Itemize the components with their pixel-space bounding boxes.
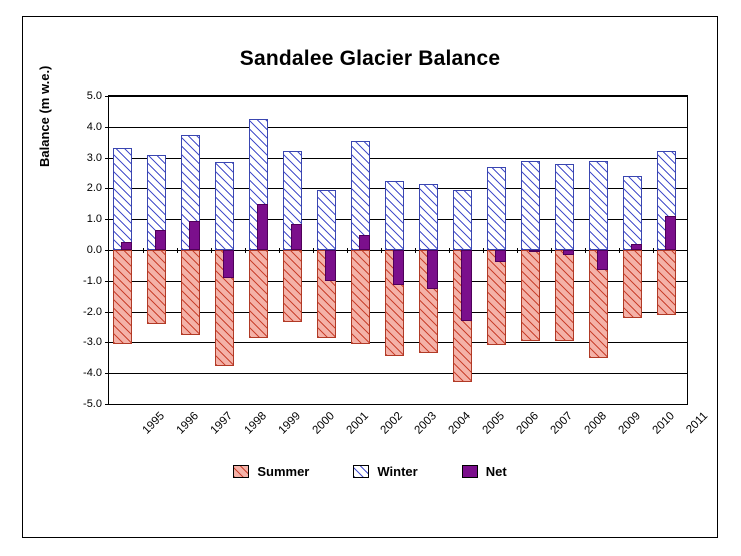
y-tick-label: 4.0 [86, 120, 102, 133]
bar-segment-net [325, 250, 336, 281]
x-tick-label: 2005 [480, 410, 508, 437]
x-tick-label: 2003 [412, 410, 440, 437]
chart-title: Sandalee Glacier Balance [239, 47, 501, 70]
bar-segment-net [393, 250, 404, 285]
x-tick-label: 2002 [378, 410, 406, 437]
bar-segment-winter [487, 167, 505, 250]
bar-segment-net [461, 250, 472, 321]
x-tick-label: 1999 [276, 410, 304, 437]
y-tick-label: 0.0 [86, 244, 102, 256]
bar-segment-winter [521, 161, 539, 250]
bar-group [415, 96, 449, 404]
bar-segment-summer [181, 250, 199, 335]
bar-segment-net [223, 250, 234, 278]
y-tick-label: 1.0 [86, 213, 102, 226]
bar-group [143, 96, 177, 404]
bar-segment-winter [555, 164, 573, 250]
y-tick-label: -3.0 [83, 336, 102, 349]
x-tick-label: 2004 [446, 410, 474, 437]
x-tick-label: 1996 [174, 410, 202, 437]
bar-group [517, 96, 551, 404]
legend-label-net: Net [485, 464, 507, 479]
legend-label-winter: Winter [377, 464, 418, 479]
legend-swatch-net [462, 465, 478, 478]
y-tick-label: -4.0 [83, 367, 102, 380]
bar-segment-net [189, 221, 200, 250]
bar-segment-winter [351, 141, 369, 250]
x-tick-label: 2011 [684, 410, 711, 436]
bar-segment-summer [113, 250, 131, 344]
bar-segment-summer [555, 250, 573, 341]
bar-segment-net [495, 250, 506, 262]
chart-legend [23, 465, 717, 478]
bar-segment-summer [249, 250, 267, 338]
legend-swatch-summer [233, 465, 249, 478]
legend-item-winter [353, 465, 417, 478]
bar-group [211, 96, 245, 404]
bar-segment-net [631, 244, 642, 250]
x-tick-label: 2008 [582, 410, 610, 437]
bar-segment-net [257, 204, 268, 250]
bar-group [245, 96, 279, 404]
legend-swatch-winter [353, 465, 369, 478]
legend-label-summer: Summer [257, 464, 310, 479]
plot-area [83, 90, 711, 437]
bar-segment-net [427, 250, 438, 289]
bar-segment-winter [419, 184, 437, 250]
bar-group [313, 96, 347, 404]
y-tick-mark [105, 404, 109, 405]
bar-segment-summer [147, 250, 165, 324]
bar-segment-summer [521, 250, 539, 341]
y-tick-label: -1.0 [83, 274, 102, 287]
x-tick-label: 1995 [140, 410, 168, 437]
bar-segment-net [291, 224, 302, 250]
legend-item-summer [233, 465, 309, 478]
bar-segment-winter [385, 181, 403, 250]
x-tick-label: 1997 [208, 410, 236, 437]
bar-segment-winter [623, 176, 641, 250]
bar-group [449, 96, 483, 404]
y-tick-label: 3.0 [86, 151, 102, 164]
bar-group [279, 96, 313, 404]
legend-item-net [462, 465, 507, 478]
bar-segment-net [563, 250, 574, 255]
bar-segment-net [665, 216, 676, 250]
x-tick-label: 2006 [514, 410, 542, 437]
y-tick-label: -5.0 [83, 398, 102, 410]
y-tick-label: -2.0 [83, 305, 102, 318]
bar-segment-summer [283, 250, 301, 322]
chart-frame [22, 16, 718, 538]
bar-group [483, 96, 517, 404]
y-axis-label: Balance (m w.e.) [37, 65, 52, 167]
y-tick-label: 2.0 [86, 182, 102, 195]
bar-group [653, 96, 687, 404]
bar-segment-summer [623, 250, 641, 318]
bar-group [177, 96, 211, 404]
bar-segment-net [529, 250, 540, 252]
bar-group [619, 96, 653, 404]
gridline [109, 404, 687, 405]
bar-segment-net [597, 250, 608, 270]
bar-segment-summer [487, 250, 505, 345]
bar-segment-net [359, 235, 370, 250]
x-tick-label: 2007 [548, 410, 576, 437]
y-tick-label: 5.0 [86, 90, 102, 102]
bar-segment-winter [589, 161, 607, 250]
bar-segment-summer [657, 250, 675, 315]
bar-segment-winter [453, 190, 471, 250]
x-tick-label: 2010 [650, 410, 678, 437]
bar-segment-winter [317, 190, 335, 250]
bar-segment-summer [351, 250, 369, 344]
bar-segment-winter [215, 162, 233, 250]
x-tick-mark [687, 248, 688, 253]
bar-group [381, 96, 415, 404]
bar-group [109, 96, 143, 404]
bar-segment-net [121, 242, 132, 250]
x-tick-label: 2000 [310, 410, 338, 437]
bar-group [585, 96, 619, 404]
bar-group [347, 96, 381, 404]
x-tick-label: 2001 [344, 410, 372, 437]
bar-group [551, 96, 585, 404]
x-tick-label: 1998 [242, 410, 270, 437]
bar-segment-net [155, 230, 166, 250]
x-tick-label: 2009 [616, 410, 644, 437]
bar-segment-winter [113, 148, 131, 250]
